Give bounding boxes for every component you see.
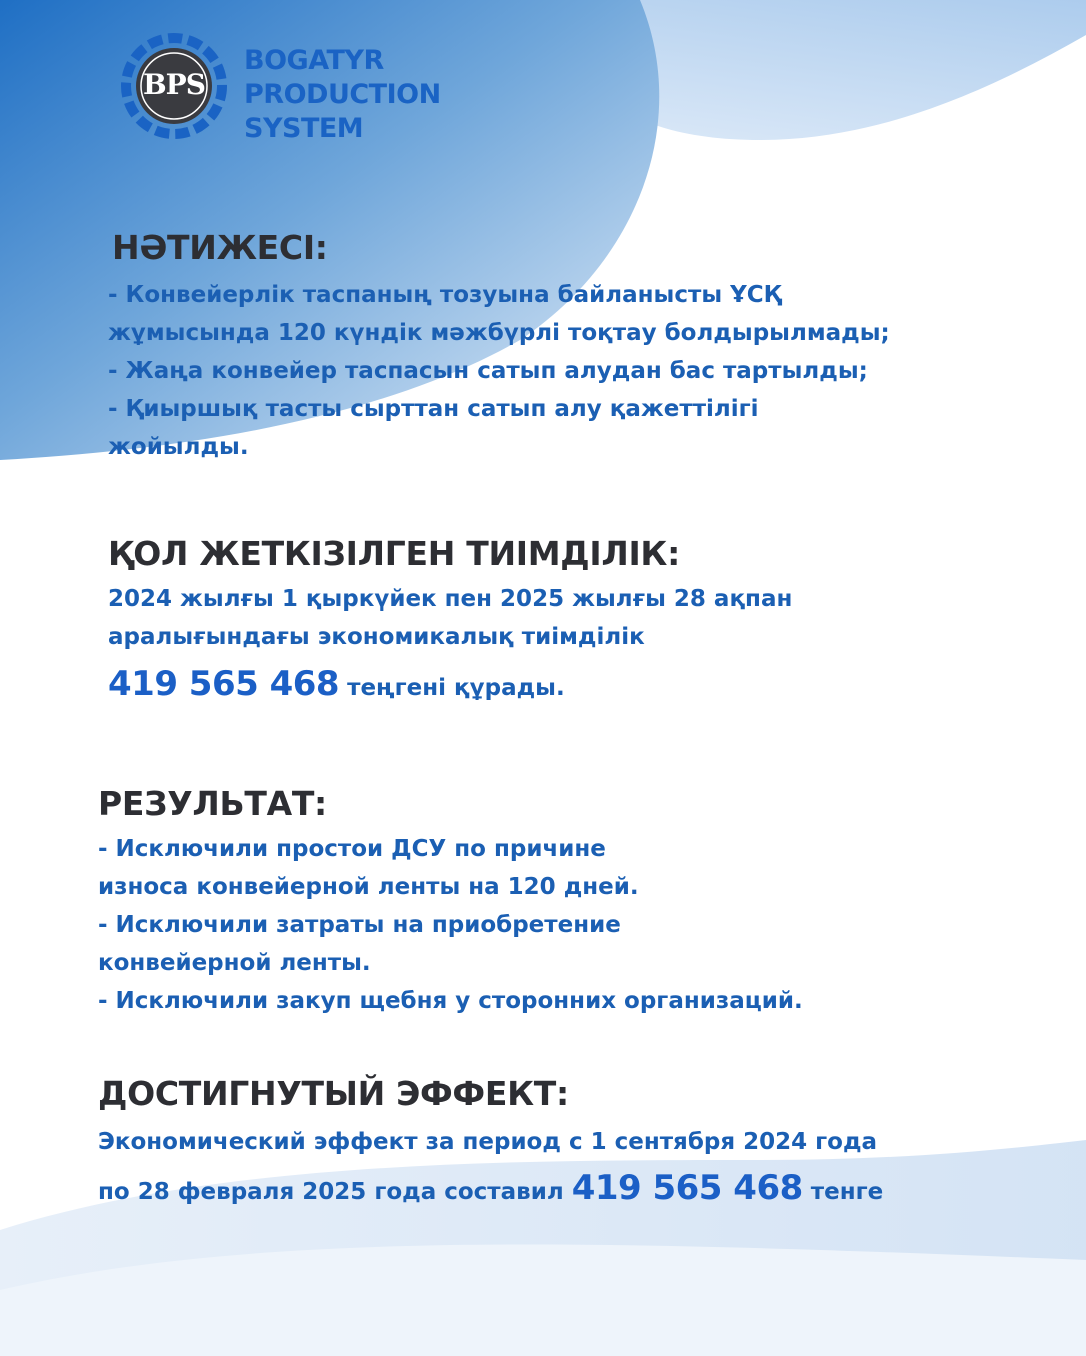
kz-effect-suffix: теңгені құрады. [347,675,565,701]
ru-effect-heading: ДОСТИГНУТЫЙ ЭФФЕКТ: [98,1074,569,1113]
logo-line-1: BOGATYR [244,45,384,76]
kz-effect-amount: 419 565 468 [108,664,340,704]
kz-result-section [108,226,890,466]
logo-wordmark [244,44,441,146]
ru-result-line: - Исключили закуп щебня у сторонних организаций. [98,988,803,1014]
ru-effect-amount: 419 565 468 [571,1168,803,1208]
kz-effect-amount-line [108,662,792,710]
ru-effect-suffix: тенге [810,1179,884,1205]
ru-result-section [98,782,803,1020]
kz-result-line: жойылды. [108,434,249,460]
ru-result-heading: РЕЗУЛЬТАТ: [98,784,327,823]
kz-result-line: - Жаңа конвейер таспасын сатып алудан бас тартылды; [108,358,868,384]
ru-result-line: износа конвейерной ленты на 120 дней. [98,874,639,900]
kz-effect-section [108,532,792,710]
ru-result-line: - Исключили простои ДСУ по причине [98,836,606,862]
kz-result-line: жұмысында 120 күндік мәжбүрлі тоқтау болдырылмады; [108,320,890,346]
ru-result-line: - Исключили затраты на приобретение [98,912,621,938]
ru-effect-section [98,1072,883,1216]
kz-effect-line-2: аралығындағы экономикалық тиімділік [108,624,645,650]
kz-result-heading: НӘТИЖЕСІ: [112,228,328,267]
kz-effect-heading: ҚОЛ ЖЕТКІЗІЛГЕН ТИІМДІЛІК: [108,534,681,573]
ru-effect-line-1: Экономический эффект за период с 1 сентября 2024 года [98,1129,878,1155]
kz-effect-line-1: 2024 жылғы 1 қыркүйек пен 2025 жылғы 28 ақпан [108,586,793,612]
kz-result-line: - Конвейерлік таспаның тозуына байланысты ҰСҚ [108,282,782,308]
ru-effect-line-2 [98,1164,883,1216]
ru-effect-prefix: по 28 февраля 2025 года составил [98,1179,564,1205]
logo-line-3: SYSTEM [244,113,364,144]
ru-result-line: конвейерной ленты. [98,950,371,976]
logo-line-2: PRODUCTION [244,79,441,110]
logo-emblem-text: BPS [143,68,205,101]
kz-result-line: - Қиыршық тасты сырттан сатып алу қажеттілігі [108,396,759,422]
